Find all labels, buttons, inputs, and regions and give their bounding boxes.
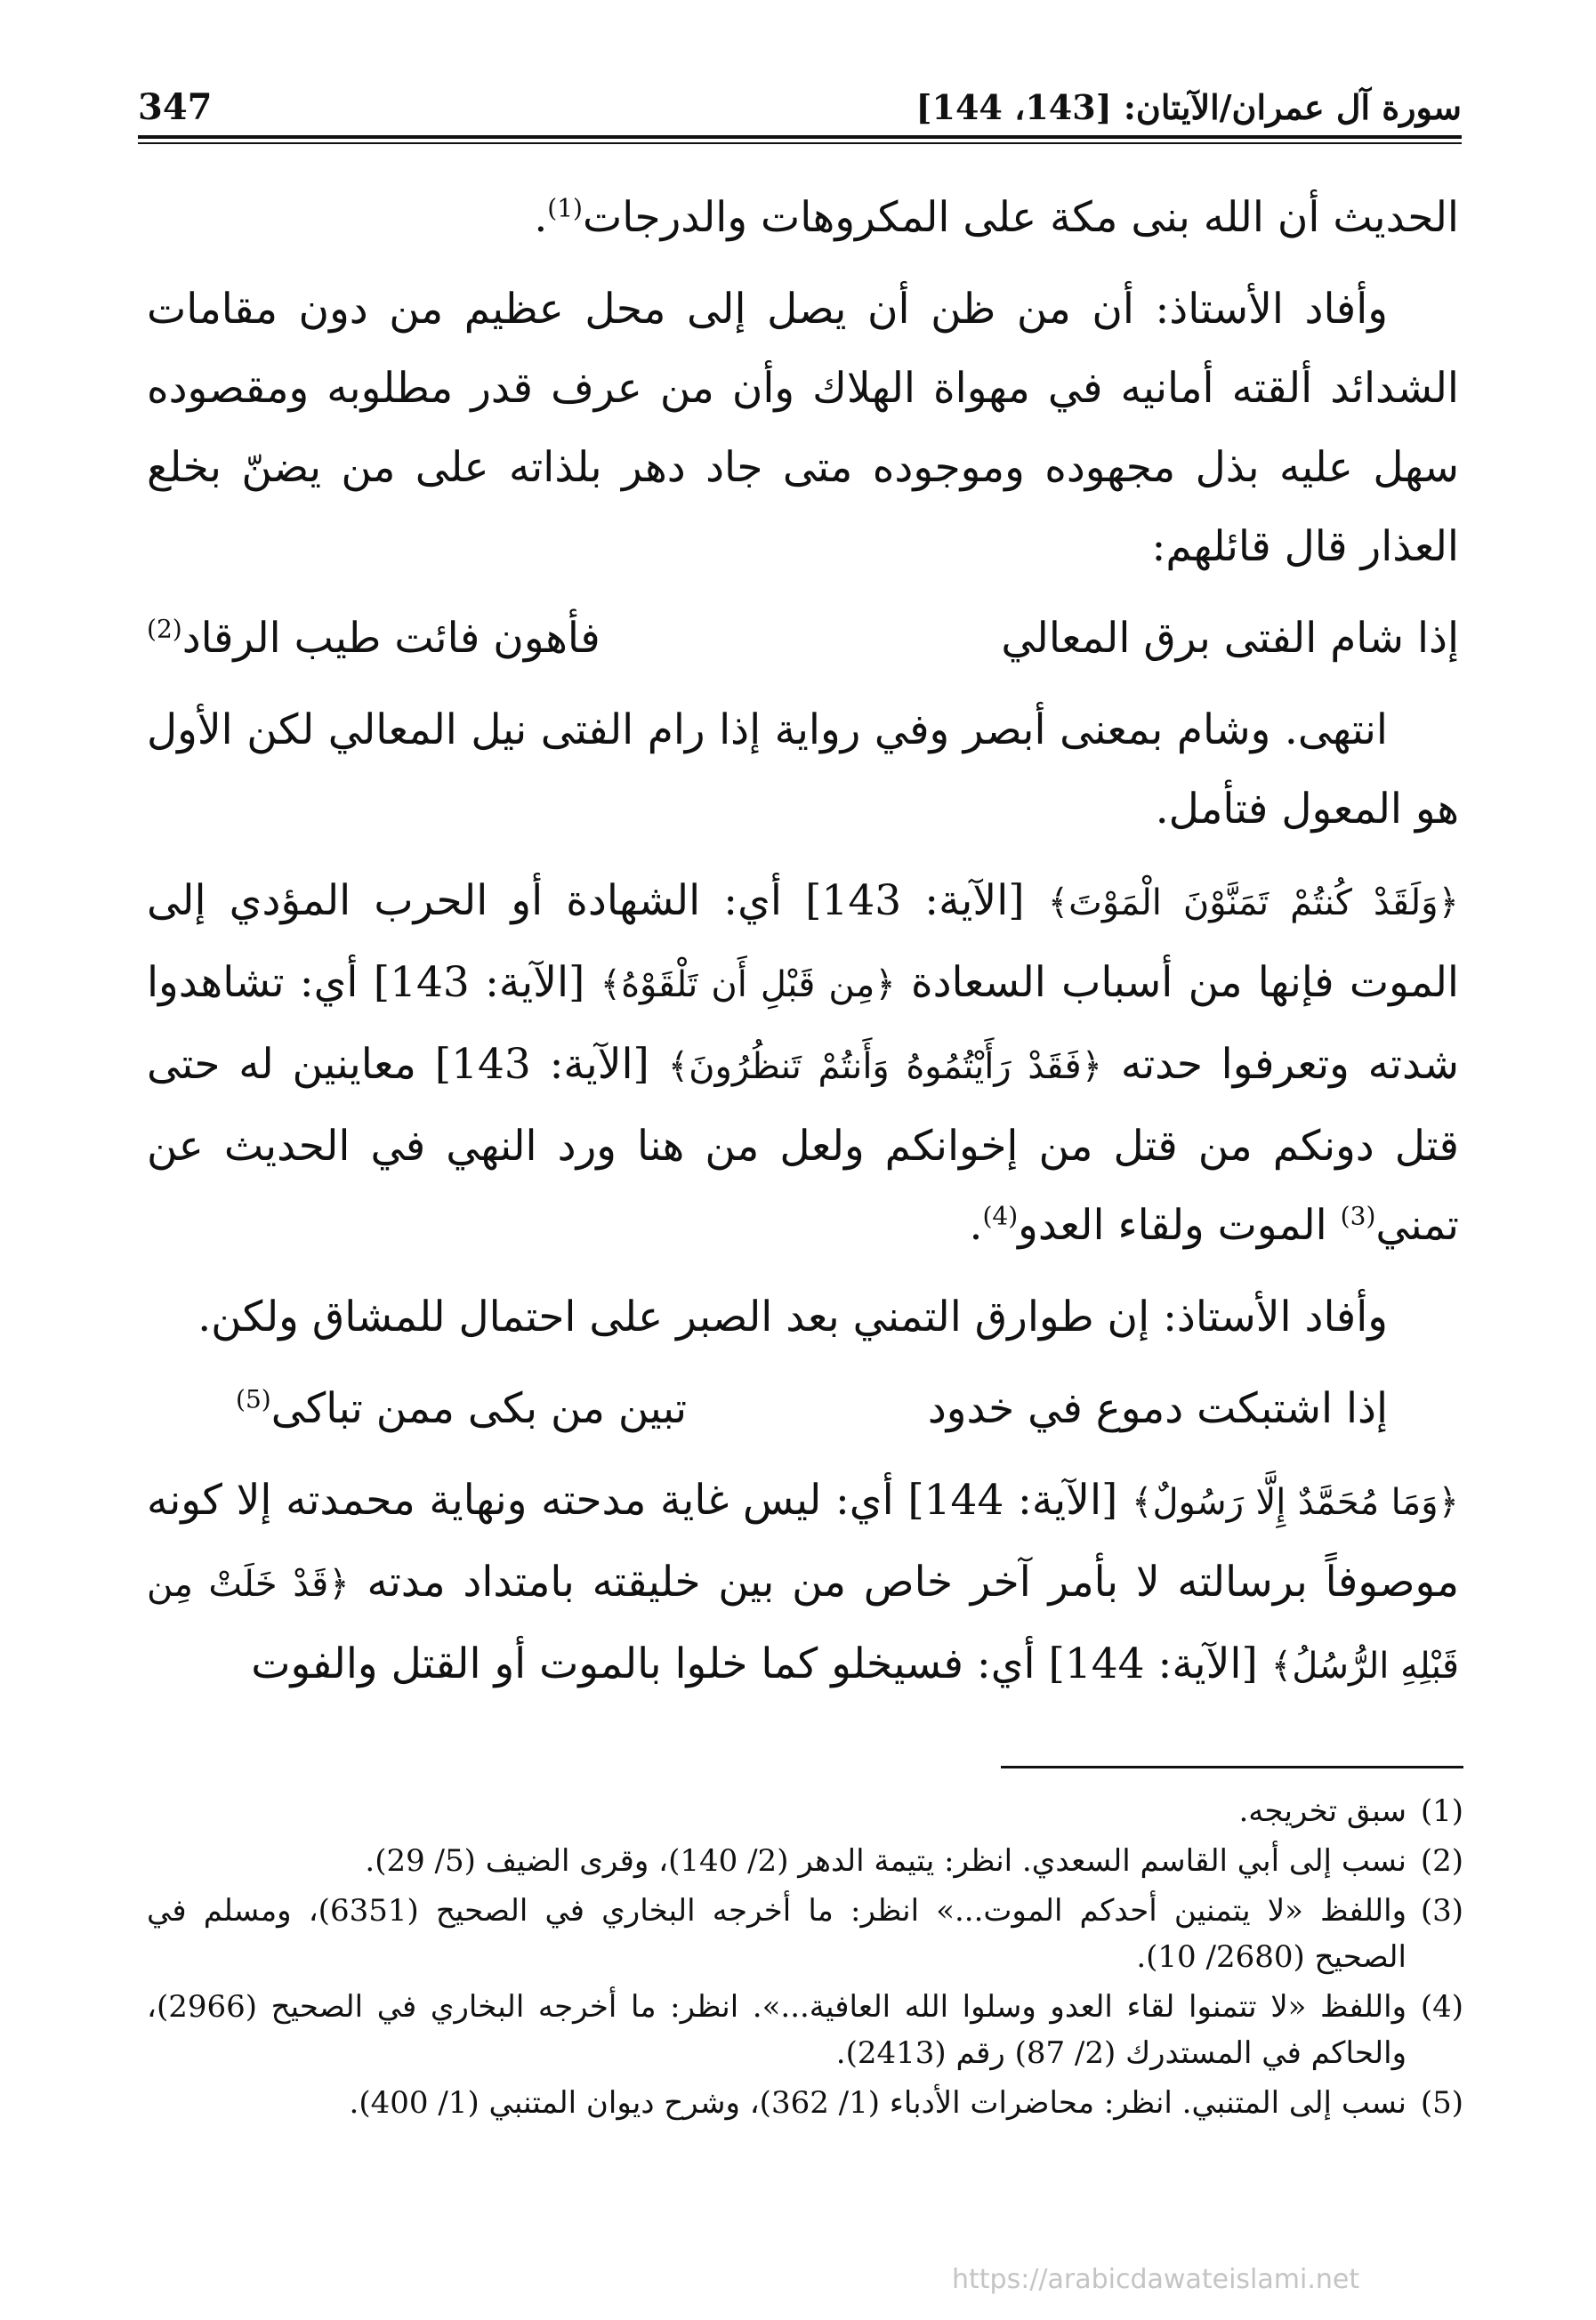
footnote-number: (5) (1420, 2085, 1463, 2121)
page-header (138, 85, 1462, 148)
verse-1-second-hemistich: فأهون فائت طيب الرقاد (181, 614, 601, 663)
paragraph-6-text: [الآية: 144] أي: ليس غاية مدحته ونهاية محمدته إلا كونه موصوفاً برسالته لا بأمر آخر خاص من بين خليقته بامتداد مدته (147, 1476, 1459, 1607)
footnote-ref-3: (3) (1340, 1201, 1376, 1231)
verse-2-first-hemistich: إذا اشتبكت دموع في خدود (927, 1384, 1388, 1433)
footnote-5 (147, 2080, 1463, 2126)
quran-quote: ﴿وَمَا مُحَمَّدٌ إِلَّا رَسُولٌ﴾ (1132, 1482, 1459, 1523)
footnote-ref-2: (2) (147, 614, 182, 644)
poetry-verse-2 (147, 1369, 1459, 1448)
running-title: سورة آل عمران/الآيتان: [143، 144] (915, 87, 1462, 127)
paragraph-4-text: [الآية: 143] أي: تشاهدوا شدته وتعرفوا حدته (147, 958, 1460, 1089)
footnote-text: سبق تخريجه. (1238, 1793, 1407, 1829)
watermark-url: https://arabicdawateislami.net (952, 2264, 1360, 2295)
quran-quote: ﴿فَقَدْ رَأَيْتُمُوهُ وَأَنتُمْ تَنظُرُونَ﴾ (667, 1046, 1103, 1087)
quran-quote: ﴿مِن قَبْلِ أَن تَلْقَوْهُ﴾ (600, 964, 896, 1005)
paragraph-4-text: [الآية: 143] معاينين له حتى قتل دونكم من قتل من إخوانكم ولعل من هنا ورد النهي في الحديث عن تمني (147, 1040, 1459, 1250)
footnote-4 (147, 1984, 1463, 2076)
quran-quote: ﴿قَدْ خَلَتْ مِن قَبْلِهِ الرُّسُلُ﴾ (147, 1564, 1459, 1687)
footnote-text: واللفظ «لا تتمنوا لقاء العدو وسلوا الله العافية...». انظر: ما أخرجه البخاري في الصحيح (2966)، والحاكم في المستدرك (2/ 87) رقم (2413). (147, 1989, 1407, 2071)
verse-2-second-hemistich: تبين من بكى ممن تباكى (270, 1384, 688, 1433)
paragraph-6 (147, 1461, 1459, 1706)
header-rule (138, 135, 1462, 139)
quran-quote: ﴿وَلَقَدْ كُنتُمْ تَمَنَّوْنَ الْمَوْتَ﴾ (1047, 882, 1459, 923)
footnote-2 (147, 1838, 1463, 1884)
paragraph-4 (147, 861, 1459, 1265)
paragraph-6-text: [الآية: 144] أي: فسيخلو كما خلوا بالموت أو القتل والفوت (251, 1639, 1271, 1688)
paragraph-1-text: الحديث أن الله بنى مكة على المكروهات والدرجات (582, 193, 1459, 242)
paragraph-5: وأفاد الأستاذ: إن طوارق التمني بعد الصبر على احتمال للمشاق ولكن. (197, 1293, 1388, 1341)
paragraph-2: وأفاد الأستاذ: أن من ظن أن يصل إلى محل عظيم من دون مقامات الشدائد ألقته أمانيه في مهواة الهلاك وأن من عرف قدر مطلوبه ومقصوده سهل عليه بذل مجهوده وموجوده متى جاد دهر بلذاته على من يضنّ بخلع العذار قال قائلهم: (147, 285, 1459, 571)
footnote-number: (1) (1420, 1793, 1463, 1829)
footnote-3 (147, 1888, 1463, 1980)
footnote-text: نسب إلى المتنبي. انظر: محاضرات الأدباء (1/ 362)، وشرح ديوان المتنبي (1/ 400). (349, 2085, 1407, 2121)
footnote-1 (147, 1788, 1463, 1834)
header-rule-thin (138, 142, 1462, 144)
verse-2-second-hemistich-wrap (236, 1369, 687, 1448)
footnote-separator (1001, 1766, 1463, 1768)
main-text (147, 178, 1459, 1719)
footnote-number: (3) (1420, 1893, 1463, 1929)
footnote-text: نسب إلى أبي القاسم السعدي. انظر: يتيمة الدهر (2/ 140)، وقرى الضيف (5/ 29). (365, 1843, 1407, 1879)
paragraph-1-end: . (534, 193, 548, 242)
paragraph-4-text: [الآية: 143] أي: الشهادة أو الحرب المؤدي إلى الموت فإنها من أسباب السعادة (147, 876, 1459, 1007)
poetry-verse-1 (147, 599, 1459, 678)
verse-1-first-hemistich: إذا شام الفتى برق المعالي (1001, 614, 1459, 663)
footnote-ref-4: (4) (982, 1201, 1019, 1231)
paragraph-4-end: . (969, 1201, 983, 1250)
footnote-ref-5: (5) (236, 1384, 271, 1414)
footnotes (147, 1788, 1463, 2130)
paragraph-4-text: الموت ولقاء العدو (1018, 1201, 1341, 1250)
page-number: 347 (138, 86, 213, 128)
verse-1-second-hemistich-wrap (147, 599, 601, 678)
paragraph-3: انتهى. وشام بمعنى أبصر وفي رواية إذا رام الفتى نيل المعالي لكن الأول هو المعول فتأمل. (147, 705, 1459, 834)
footnote-number: (4) (1420, 1989, 1463, 2025)
footnote-text: واللفظ «لا يتمنين أحدكم الموت...» انظر: ما أخرجه البخاري في الصحيح (6351)، ومسلم في الصحيح (2680/ 10). (147, 1893, 1407, 1975)
footnote-ref-1: (1) (547, 193, 583, 223)
footnote-number: (2) (1420, 1843, 1463, 1879)
paragraph-1 (147, 178, 1459, 257)
